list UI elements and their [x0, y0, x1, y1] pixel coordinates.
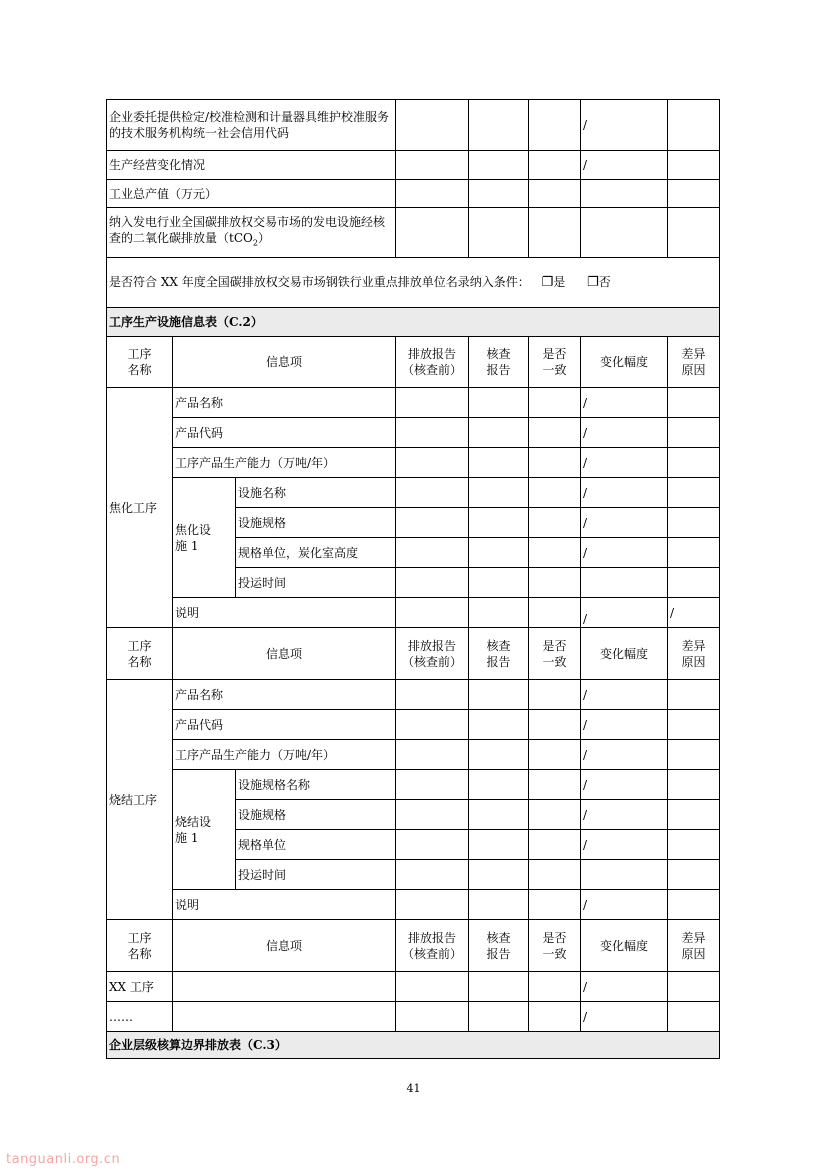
- header-report: 排放报告（核查前）: [396, 920, 469, 972]
- header-consistent: 是否一致: [529, 337, 581, 388]
- note-label: 说明: [173, 890, 396, 920]
- slash-mark: /: [581, 770, 668, 800]
- header-row: [107, 337, 720, 388]
- process-name: 烧结工序: [107, 680, 173, 920]
- slash-mark: /: [581, 418, 668, 448]
- header-reason: 差异原因: [668, 628, 720, 680]
- header-change: 变化幅度: [581, 920, 668, 972]
- slash-mark: /: [581, 800, 668, 830]
- table-row: [107, 180, 720, 208]
- table-row: [107, 710, 720, 740]
- table-row: [107, 680, 720, 710]
- facility-item-label: 设施规格: [236, 508, 396, 538]
- table-row: [107, 598, 720, 628]
- condition-row: [107, 258, 720, 308]
- slash-mark: /: [581, 100, 668, 151]
- facility-item-label: 规格单位，炭化室高度: [236, 538, 396, 568]
- header-reason: 差异原因: [668, 337, 720, 388]
- item-label: 产品代码: [173, 418, 396, 448]
- header-row: [107, 920, 720, 972]
- slash-mark: /: [581, 890, 668, 920]
- header-report: 排放报告（核查前）: [396, 628, 469, 680]
- slash-mark: /: [581, 710, 668, 740]
- facility-item-label: 投运时间: [236, 568, 396, 598]
- slash-mark: /: [581, 151, 668, 180]
- facility-item-label: 投运时间: [236, 860, 396, 890]
- row-label: 工业总产值（万元）: [107, 180, 396, 208]
- table-row: [107, 448, 720, 478]
- slash-mark: /: [581, 598, 668, 628]
- slash-mark: /: [668, 598, 720, 628]
- header-process: 工序名称: [107, 337, 173, 388]
- emission-row-label: 纳入发电行业全国碳排放权交易市场的发电设施经核查的二氧化碳排放量（tCO$_2$）: [107, 208, 396, 258]
- checkbox-icon: ❐: [541, 275, 554, 290]
- facility-item-label: 规格单位: [236, 830, 396, 860]
- item-label: 产品名称: [173, 388, 396, 418]
- header-reason: 差异原因: [668, 920, 720, 972]
- table-row: [107, 151, 720, 180]
- slash-mark: /: [581, 972, 668, 1002]
- slash-mark: /: [581, 508, 668, 538]
- condition-text: 是否符合 XX 年度全国碳排放权交易市场钢铁行业重点排放单位名录纳入条件：: [109, 275, 530, 289]
- header-info: 信息项: [173, 920, 396, 972]
- header-verify: 核查报告: [469, 628, 529, 680]
- slash-mark: /: [581, 538, 668, 568]
- table-row: [107, 418, 720, 448]
- item-label: 工序产品生产能力（万吨/年）: [173, 740, 396, 770]
- checkbox-yes[interactable]: ❐是: [541, 275, 566, 290]
- facility-item-label: 设施规格: [236, 800, 396, 830]
- header-consistent: 是否一致: [529, 628, 581, 680]
- process-name: 焦化工序: [107, 388, 173, 628]
- slash-mark: /: [581, 388, 668, 418]
- slash-mark: /: [581, 830, 668, 860]
- header-info: 信息项: [173, 337, 396, 388]
- facility-name: 烧结设施 1: [173, 770, 236, 890]
- item-label: 产品名称: [173, 680, 396, 710]
- header-verify: 核查报告: [469, 920, 529, 972]
- slash-mark: /: [581, 740, 668, 770]
- slash-mark: /: [581, 478, 668, 508]
- checkbox-no[interactable]: ❐否: [587, 275, 611, 290]
- table-row: [107, 1002, 720, 1032]
- item-label: 产品代码: [173, 710, 396, 740]
- table-row: [107, 890, 720, 920]
- row-label: 企业委托提供检定/校准检测和计量器具维护校准服务的技术服务机构统一社会信用代码: [107, 100, 396, 151]
- slash-mark: /: [581, 448, 668, 478]
- header-row: [107, 628, 720, 680]
- watermark: tanguanli.org.cn: [6, 1152, 121, 1167]
- process-name: ……: [107, 1002, 173, 1032]
- note-label: 说明: [173, 598, 396, 628]
- header-change: 变化幅度: [581, 628, 668, 680]
- section-header: [107, 308, 720, 337]
- slash-mark: /: [581, 1002, 668, 1032]
- item-label: 工序产品生产能力（万吨/年）: [173, 448, 396, 478]
- facility-item-label: 设施规格名称: [236, 770, 396, 800]
- checkbox-icon: ❐: [587, 275, 599, 290]
- section-title-c3: 企业层级核算边界排放表（C.3）: [107, 1032, 720, 1059]
- header-verify: 核查报告: [469, 337, 529, 388]
- header-report: 排放报告（核查前）: [396, 337, 469, 388]
- header-process: 工序名称: [107, 920, 173, 972]
- table-row: [107, 100, 720, 151]
- header-process: 工序名称: [107, 628, 173, 680]
- verification-table: [106, 99, 720, 1059]
- header-consistent: 是否一致: [529, 920, 581, 972]
- section-header: [107, 1032, 720, 1059]
- facility-name: 焦化设施 1: [173, 478, 236, 598]
- table-row: [107, 478, 720, 508]
- process-name: XX 工序: [107, 972, 173, 1002]
- slash-mark: /: [581, 680, 668, 710]
- header-change: 变化幅度: [581, 337, 668, 388]
- table-row: [107, 770, 720, 800]
- table-row: [107, 740, 720, 770]
- table-row: [107, 388, 720, 418]
- table-row: [107, 208, 720, 258]
- row-label: 生产经营变化情况: [107, 151, 396, 180]
- section-title-c2: 工序生产设施信息表（C.2）: [107, 308, 720, 337]
- header-info: 信息项: [173, 628, 396, 680]
- table-row: [107, 972, 720, 1002]
- page-number: 41: [406, 1082, 421, 1095]
- facility-item-label: 设施名称: [236, 478, 396, 508]
